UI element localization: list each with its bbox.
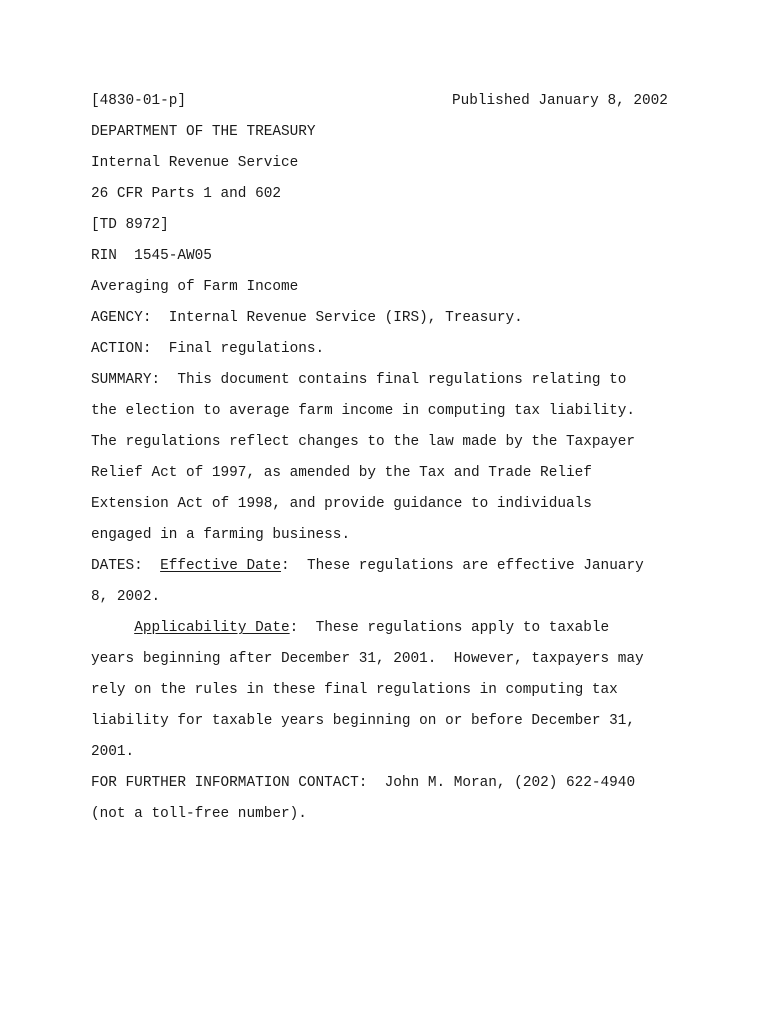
applicability-line-3: rely on the rules in these final regulations in computing tax	[91, 682, 618, 698]
agency-name: Internal Revenue Service	[91, 155, 299, 171]
td-number: [TD 8972]	[91, 217, 169, 233]
agency-text: Internal Revenue Service (IRS), Treasury.	[168, 310, 523, 326]
summary-line-3: The regulations reflect changes to the law made by the Taxpayer	[91, 434, 636, 450]
document-code: [4830-01-p]	[91, 93, 186, 109]
effective-date-text: These regulations are effective January	[306, 558, 644, 574]
summary-line-5: Extension Act of 1998, and provide guidance to individuals	[91, 496, 592, 512]
rin-number: RIN 1545-AW05	[91, 248, 212, 264]
department-heading: DEPARTMENT OF THE TREASURY	[91, 124, 316, 140]
summary-line-6: engaged in a farming business.	[91, 527, 351, 543]
dates-line-1: DATES: Effective Date: These regulations are effective January	[91, 558, 644, 574]
dates-label: DATES:	[91, 558, 143, 574]
summary-label: SUMMARY:	[91, 372, 161, 388]
applicability-line-2: years beginning after December 31, 2001. However, taxpayers may	[91, 651, 644, 667]
summary-line-4: Relief Act of 1997, as amended by the Tax and Trade Relief	[91, 465, 592, 481]
contact-label: FOR FURTHER INFORMATION CONTACT:	[91, 775, 368, 791]
effective-date-label: Effective Date	[160, 558, 282, 574]
action-line	[91, 340, 324, 358]
applicability-date-label: Applicability Date	[134, 620, 290, 636]
contact-line-2: (not a toll-free number).	[91, 806, 307, 822]
applicability-text-1: These regulations apply to taxable	[315, 620, 610, 636]
dates-line-2: 8, 2002.	[91, 589, 161, 605]
contact-line-1	[91, 774, 635, 792]
applicability-line-5: 2001.	[91, 744, 135, 760]
applicability-line-4: liability for taxable years beginning on or before December 31,	[91, 713, 636, 729]
agency-line	[91, 309, 523, 327]
contact-text: John M. Moran, (202) 622-4940	[384, 775, 636, 791]
summary-text-1: This document contains final regulations relating to	[177, 372, 627, 388]
summary-line-2: the election to average farm income in computing tax liability.	[91, 403, 636, 419]
agency-label: AGENCY:	[91, 310, 152, 326]
publication-date: Published January 8, 2002	[452, 93, 668, 109]
action-text: Final regulations.	[168, 341, 325, 357]
applicability-line-1: Applicability Date: These regulations apply to taxable	[134, 620, 610, 636]
cfr-parts: 26 CFR Parts 1 and 602	[91, 186, 281, 202]
action-label: ACTION:	[91, 341, 152, 357]
summary-line-1	[91, 371, 626, 389]
document-title: Averaging of Farm Income	[91, 279, 299, 295]
